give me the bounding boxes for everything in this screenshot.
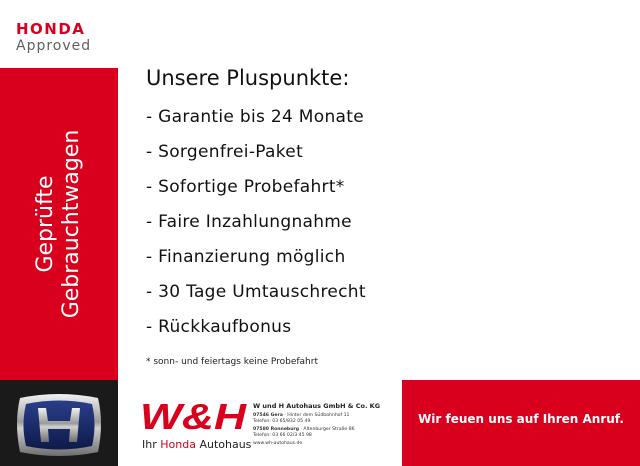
footer-banner (0, 380, 640, 466)
benefits-list (146, 104, 366, 349)
dealer-loc2-city: 07580 Ronneburg (253, 427, 300, 432)
benefit-item: - Finanzierung möglich (146, 247, 346, 267)
dealer-website[interactable]: www.wh-autohaus.de (253, 441, 303, 446)
cta-text: Wir feuen uns auf Ihren Anruf. (418, 412, 624, 426)
benefit-item: - Garantie bis 24 Monate (146, 107, 364, 127)
tagline-prefix: Ihr (142, 438, 161, 451)
side-title-line2: Gebrauchtwagen (59, 129, 84, 319)
honda-approved-logo (16, 20, 91, 55)
benefit-item: - 30 Tage Umtauschrecht (146, 282, 366, 302)
side-title-line1: Geprüfte (33, 175, 58, 273)
dealer-company: W und H Autohaus GmbH & Co. KG (253, 402, 381, 410)
dealer-phone-1: Telefon: 03 65/832 05 49 (253, 419, 311, 424)
side-vertical-title (33, 130, 85, 319)
brand-name: HONDA (16, 20, 86, 38)
honda-emblem-box (0, 380, 118, 466)
tagline-brand: Honda (160, 438, 196, 451)
dealer-loc2-street: · Altenburger Straße 86 (299, 427, 355, 432)
benefit-item: - Faire Inzahlungnahme (146, 212, 352, 232)
brand-subtitle: Approved (16, 38, 92, 54)
wh-logo (140, 398, 248, 434)
dealer-loc1-city: 07546 Gera (253, 413, 283, 418)
benefits-heading: Unsere Pluspunkte: (146, 66, 350, 90)
honda-h-emblem-icon (0, 380, 118, 466)
benefit-item: - Sofortige Probefahrt* (146, 177, 345, 197)
dealer-panel (118, 380, 402, 466)
dealer-phone-2: Telefon: 03 66 02/3 45 98 (253, 433, 312, 438)
wh-logo-text: W&H (140, 398, 248, 434)
benefit-item: - Sorgenfrei-Paket (146, 142, 304, 162)
benefit-item: - Rückkaufbonus (146, 317, 292, 337)
footnote: * sonn- und feiertags keine Probefahrt (146, 357, 318, 367)
dealer-loc1-street: · Hinter dem Südbahnhof 11 (282, 413, 350, 418)
tagline-suffix: Autohaus (195, 438, 252, 451)
cta-panel (402, 380, 640, 466)
dealer-tagline (142, 438, 251, 451)
